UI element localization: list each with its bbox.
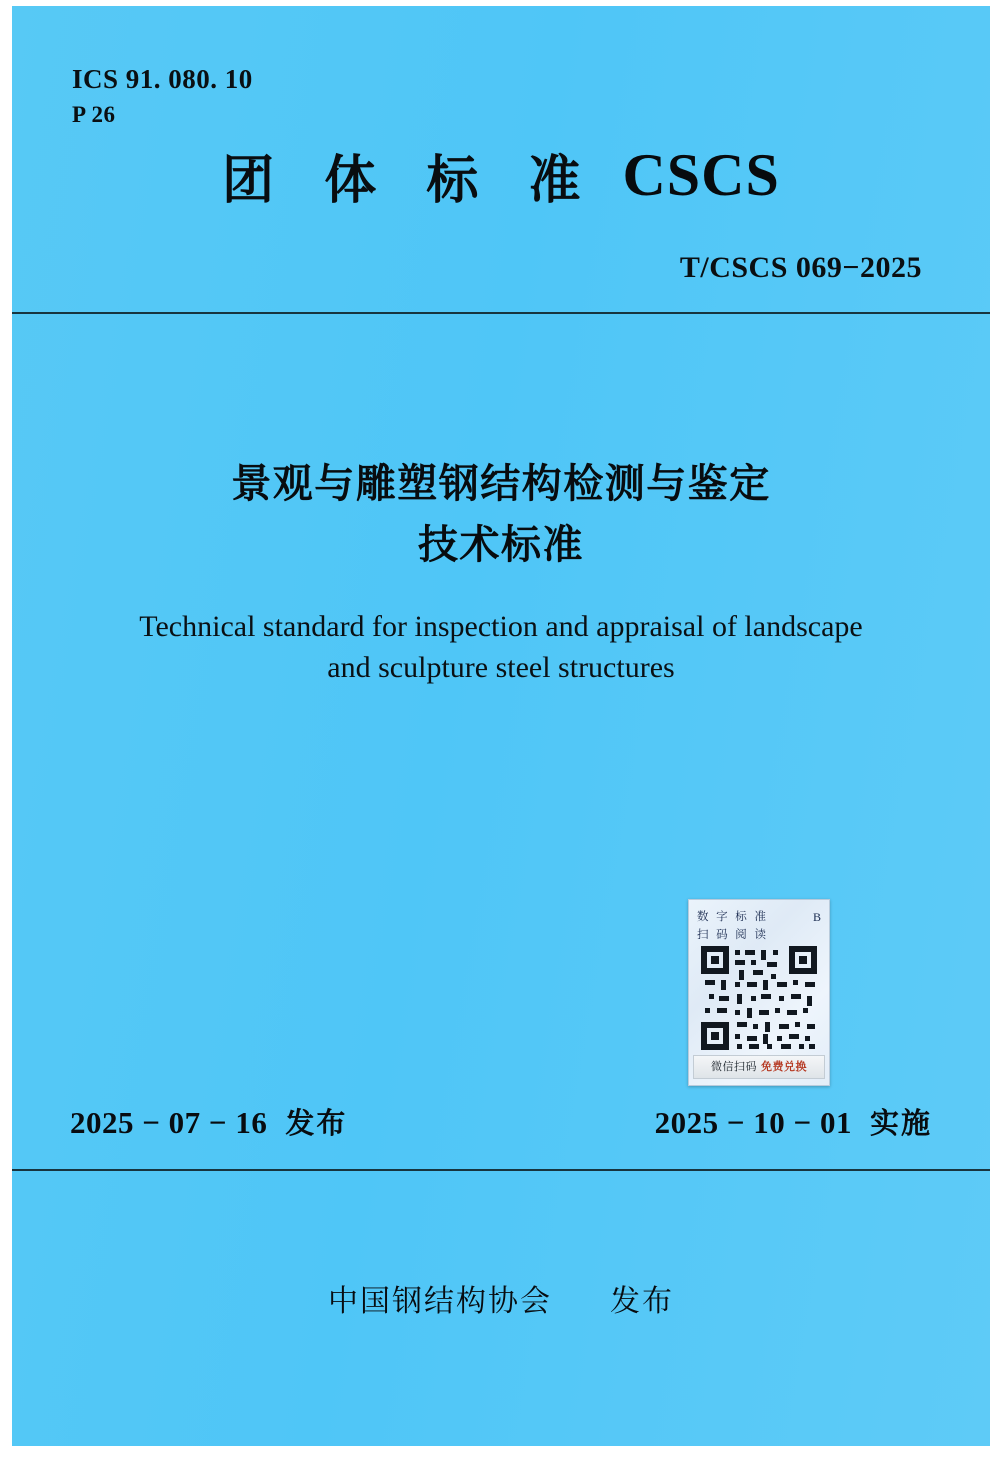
dates-row bbox=[70, 1101, 932, 1142]
qr-heading-line1: 数 字 标 准 bbox=[697, 909, 768, 923]
cover-sheet bbox=[12, 6, 990, 1446]
qr-footer-free-label: 免费兑换 bbox=[761, 1060, 807, 1073]
document-title-en-line2: and sculpture steel structures bbox=[327, 651, 675, 685]
publisher-name: 中国钢结构协会 bbox=[328, 1284, 552, 1319]
qr-heading-line2: 扫 码 阅 读 bbox=[697, 926, 768, 941]
digital-standard-qr-sticker[interactable] bbox=[688, 899, 830, 1086]
document-title-en bbox=[82, 606, 920, 689]
qr-sticker-footer bbox=[693, 1055, 825, 1079]
issue-label: 发布 bbox=[285, 1106, 348, 1140]
effective-date: 2025 − 10 − 01 bbox=[654, 1105, 852, 1140]
document-title-cn-line1: 景观与雕塑钢结构检测与鉴定 bbox=[231, 461, 771, 507]
ccs-code: P 26 bbox=[72, 101, 116, 127]
paper-edge-left bbox=[0, 0, 12, 1460]
qr-code-icon[interactable] bbox=[701, 946, 817, 1050]
header-title-cn: 团 体 标 准 bbox=[222, 151, 597, 211]
standard-number: T/CSCS 069−2025 bbox=[679, 251, 922, 284]
divider-top bbox=[12, 312, 990, 314]
publisher-row bbox=[12, 1276, 990, 1320]
document-title-en-line1: Technical standard for inspection and appraisal of landscape bbox=[139, 610, 863, 643]
qr-badge-letter: B bbox=[812, 910, 821, 924]
ics-classification-block bbox=[72, 62, 253, 129]
effective-date-group bbox=[655, 1101, 932, 1142]
divider-bottom bbox=[12, 1169, 990, 1171]
issue-date: 2025 − 07 − 16 bbox=[70, 1105, 268, 1140]
qr-footer-scan-label: 微信扫码 bbox=[711, 1060, 757, 1073]
paper-edge-right bbox=[990, 0, 1000, 1460]
header-title-en: CSCS bbox=[622, 142, 780, 208]
issue-date-group bbox=[70, 1101, 347, 1142]
document-title-cn-line2: 技术标准 bbox=[418, 521, 584, 568]
paper-edge-bottom bbox=[0, 1446, 1000, 1460]
publisher-action: 发布 bbox=[610, 1284, 674, 1319]
cover-header bbox=[12, 138, 990, 213]
ics-number: ICS 91. 080. 10 bbox=[72, 64, 253, 94]
qr-sticker-heading bbox=[697, 908, 821, 944]
effective-label: 实施 bbox=[869, 1106, 932, 1140]
document-title-cn bbox=[12, 454, 990, 576]
